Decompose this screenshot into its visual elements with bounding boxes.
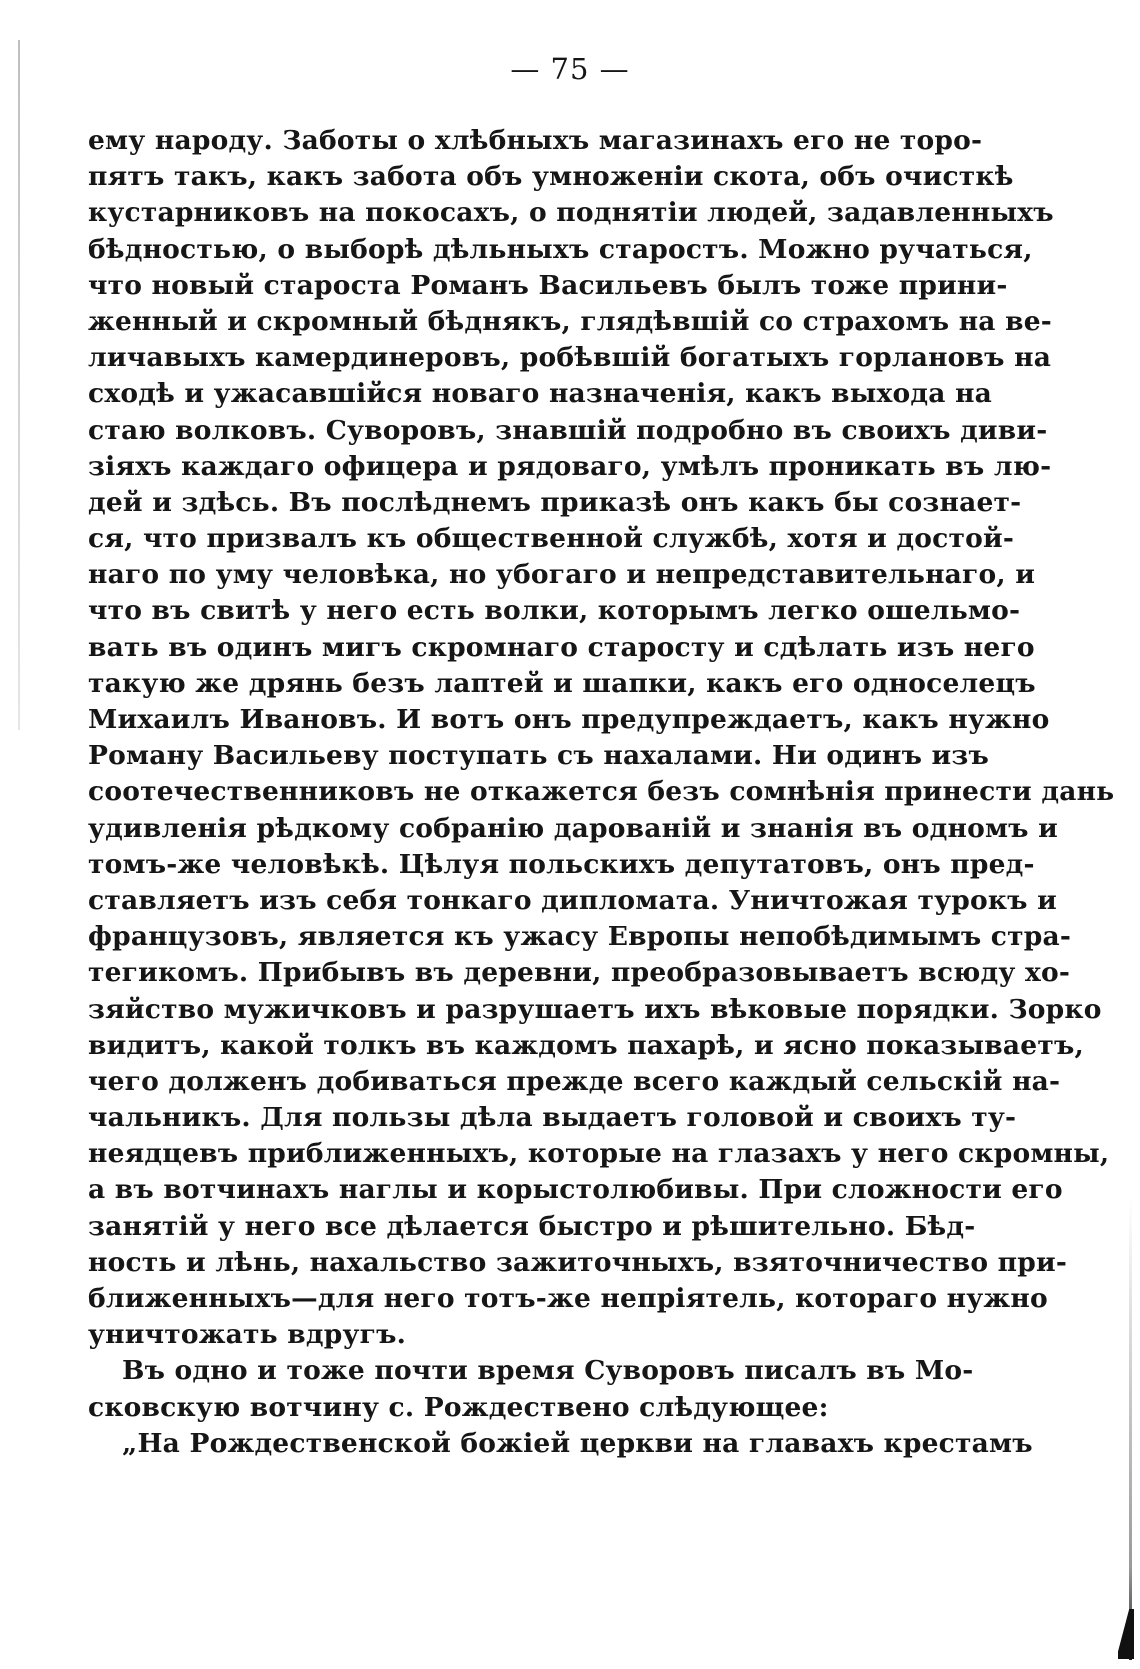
scan-edge-left [18,40,20,730]
text-line: наго по уму человѣка, но убогаго и непредставительнаго, и [88,559,1036,591]
text-line: бѣдностью, о выборѣ дѣльныхъ старостъ. Можно ручаться, [88,233,1033,265]
text-line: что новый староста Романъ Васильевъ былъ тоже прини- [88,269,1008,301]
text-line: ему народу. Заботы о хлѣбныхъ магазинахъ его не торо- [88,125,983,156]
quote-start-line: „На Рождественской божіей церкви на главахъ крестамъ [122,1427,1033,1459]
text-line: неядцевъ приближенныхъ, которые на глазахъ у него скромны, [88,1138,1110,1170]
text-line: удивленія рѣдкому собранію дарованій и знанія въ одномъ и [88,812,1058,844]
scan-edge-right [1129,1200,1132,1660]
paragraph-end-line: сковскую вотчину с. Рождествено слѣдующее: [88,1391,829,1423]
text-line: французовъ, является къ ужасу Европы непобѣдимымъ стра- [88,921,1072,953]
text-line: Роману Васильеву поступать съ нахалами. Ни одинъ изъ [88,740,990,772]
text-line: такую же дрянь безъ лаптей и шапки, какъ его односелецъ [88,667,1036,699]
text-line: видитъ, какой толкъ въ каждомъ пахарѣ, и ясно показываетъ, [88,1029,1084,1061]
text-line: пятъ такъ, какъ забота объ умноженіи скота, объ очисткѣ [88,161,1014,193]
text-line: дей и здѣсь. Въ послѣднемъ приказѣ онъ какъ бы сознает- [88,486,1022,518]
text-line: занятій у него все дѣлается быстро и рѣшительно. Бѣд- [88,1210,976,1242]
text-line: чего долженъ добиваться прежде всего каждый сельскій на- [88,1065,1061,1097]
text-line: вать въ одинъ мигъ скромнаго старосту и сдѣлать изъ него [88,631,1035,663]
text-line: Михаилъ Ивановъ. И вотъ онъ предупреждаетъ, какъ нужно [88,704,1050,735]
text-line: тегикомъ. Прибывъ въ деревни, преобразовываетъ всюду хо- [88,957,1071,989]
text-line: а въ вотчинахъ наглы и корыстолюбивы. При сложности его [88,1174,1063,1206]
text-line: ность и лѣнь, нахальство зажиточныхъ, взяточничество при- [88,1246,1068,1278]
text-line: чальникъ. Для пользы дѣла выдаетъ головой и своихъ ту- [88,1102,1017,1134]
text-line: женный и скромный бѣднякъ, глядѣвшій со страхомъ на ве- [88,305,1052,337]
text-line: сходѣ и ужасавшійся новаго назначенія, какъ выхода на [88,378,993,410]
page-number: — 75 — [510,52,630,86]
text-line: личавыхъ камердинеровъ, робѣвшій богатыхъ горлановъ на [88,342,1052,374]
body-text [88,123,1115,1462]
text-line: ся, что призвалъ къ общественной службѣ, хотя и достой- [88,523,1015,555]
text-line: ближенныхъ—для него тотъ-же непріятель, котораго нужно [88,1283,1048,1314]
text-line: зіяхъ каждаго офицера и рядоваго, умѣлъ проникать въ лю- [88,450,1052,482]
scan-corner-mark [1118,1609,1134,1659]
text-line: кустарниковъ на покосахъ, о поднятіи людей, задавленныхъ [88,197,1054,229]
paragraph-start-line: Въ одно и тоже почти время Суворовъ писалъ въ Мо- [122,1355,974,1387]
text-line: томъ-же человѣкѣ. Цѣлуя польскихъ депутатовъ, онъ пред- [88,848,1035,880]
paragraph-end-line: уничтожать вдругъ. [88,1319,407,1351]
text-line: зяйство мужичковъ и разрушаетъ ихъ вѣковые порядки. Зорко [88,993,1102,1025]
text-line: стаю волковъ. Суворовъ, знавшій подробно въ своихъ диви- [88,414,1048,446]
text-line: соотечественниковъ не откажется безъ сомнѣнія принести дань [88,776,1115,808]
text-line: ставляетъ изъ себя тонкаго дипломата. Уничтожая турокъ и [88,884,1057,916]
text-line: что въ свитѣ у него есть волки, которымъ легко ошельмо- [88,595,1021,627]
